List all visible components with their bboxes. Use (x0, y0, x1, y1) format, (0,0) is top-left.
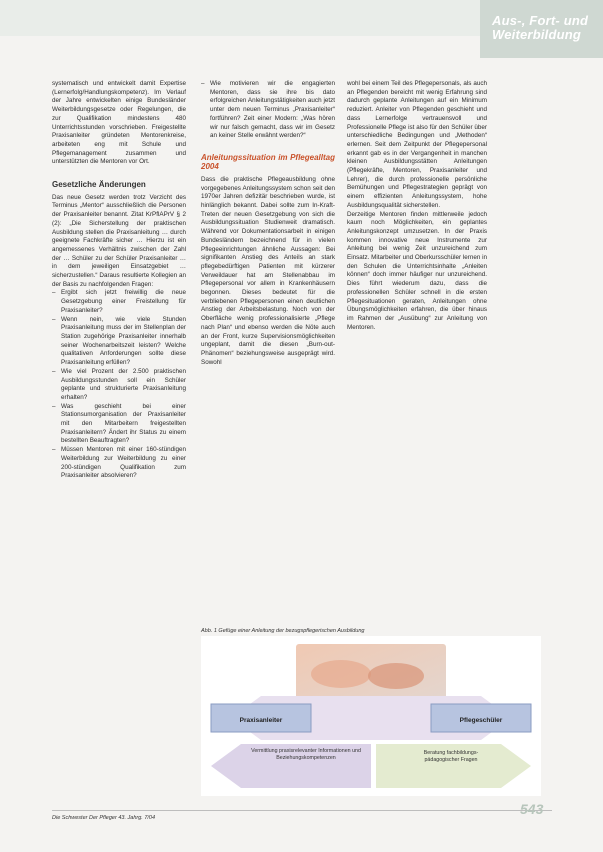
list-item: – Wenn nein, wie viele Stunden Praxisanleitung muss der im Stellenplan der Station zugehörige Praxisanleiter innerhalb seiner Wochenarbeitszeit leisten? Welche qualitativen Anforderungen sollte diese Praxisanleitung erfüllen? (52, 316, 186, 368)
list-item: – Ergibt sich jetzt freiwillig die neue Gesetzgebung einer Freistellung für Praxisanleiter? (52, 289, 186, 315)
arrow-left-text-wrap (243, 748, 369, 784)
figure-graphic (201, 636, 541, 796)
figure-caption: Abb. 1 Gefüge einer Anleitung der bezugspflegerischen Ausbildung (201, 628, 365, 634)
figure (201, 636, 541, 796)
col1-paragraph-2: Das neue Gesetz werden trotz Verzicht des Terminus „Mentor“ ausschließlich die Personen der Praxisanleiter benannt. Zitat KrPflAPrV § 2 (2): „Die Sicherstellung der praktischen Ausbildung stellen die Praxisanleitung … durch geeignete Fachkräfte sicher … Hierzu ist ein angemessenes Verhältnis zwischen der Zahl der … Schüler zu der Schüler Praxisanleiter … in dem jeweiligen Einsatzgebiet … sicherzustellen.“ Daraus resultierte Kollegien an der Basis zu nachfolgenden Fragen: (52, 193, 186, 288)
col3-paragraph-2: Derzeitige Mentoren finden mittlerweile jedoch kaum noch Möglichkeiten, ein geplantes Anleitungskonzept umzusetzen. In der Praxis kommen innovative neue Instrumente zur Anleitung bei wenig Zeit unzureichend zum Einsatz. Mitarbeiter und Oberkursschüler lernen in den Schulen die Unterrichtsinhalte „Anleiten können“ doch immer häufiger nur unzureichend. Dies führt wiederum dazu, dass die professionellen Schüler schnell in die ersten Pflegesituationen geraten, Anleitungen ohne Übungsmöglichkeiten erfahren, die über hinaus im Rahmen der „Ausübung“ zur Anleitung von Mentoren. (347, 210, 487, 331)
col1-heading: Gesetzliche Änderungen (52, 180, 146, 190)
question-list-continued (201, 80, 335, 141)
footer-divider (52, 810, 552, 811)
arrow-left-text: Vermittlung praxisrelevanter Informationen und Beziehungskompetenzen (251, 748, 361, 761)
col3-paragraph-1: wohl bei einem Teil des Pflegepersonals, als auch an Pflegenden bereicht mit wenig Erfahrung sind dadurch geplante Anleitungen auf ein Minimum reduziert. Anleiter von Pflegenden geschieht und dass Lernerfolge vertrauensvoll und Professionelle Pflege ist also für den Schüler über unterschiedliche Bedingungen und „Methoden“ erlernen. Seit dem Zeitpunkt der Pflegepersonal erkannt gab es in der Vergangenheit in manchen kleinen Ausbildungsstätten Anleitungen (Pflegekräfte, Mentoren, Praxisanleiter und Lehrer), die durch professionelle persönliche Bemühungen und Pflegestrategien geprägt von einem effizienten Anleitungssystem, hohe Ausbildungsqualität sicherstellen. (347, 80, 487, 209)
column-2 (201, 80, 335, 367)
col1-paragraph-1: systematisch und entwickelt damit Expertise (Lernerfolg/Handlungskompetenz). Im Verlauf der Jahre entwickelten einige Bundesländer Weiterbildungsgesetze oder Regelungen, die zur Qualifikation mindestens 480 Unterrichtsstunden vorschrieben. Freigestellte Praxisanleiter gründeten Mentorenkreise, arbeiteten eng mit Schule und Pflegemanagement zusammen und unterstützten die Mentoren vor Ort. (52, 80, 186, 166)
column-1 (52, 80, 186, 481)
list-item: – Müssen Mentoren mit einer 160-stündigen Weiterbildung zur Weiterbildung zu einer 200-stündigen Qualifikation zum Praxisanleiter absolvieren? (52, 446, 186, 481)
col2-heading: Anleitungssituation im Pflegealltag 2004 (201, 152, 335, 172)
column-3 (347, 80, 487, 332)
page-number: 543 (520, 801, 544, 817)
pflegeschueler-label: Pflegeschüler (459, 717, 503, 724)
arrow-right-text-wrap (406, 750, 496, 784)
section-title: Aus-, Fort- und Weiterbildung (492, 13, 589, 42)
question-list (52, 289, 186, 480)
list-item: – Wie viel Prozent der 2.500 praktischen Ausbildungsstunden soll ein Schüler geplante und strukturierte Praxisanleitung erhalten? (52, 368, 186, 403)
praxisanleiter-label: Praxisanleiter (239, 717, 283, 724)
footer-journal: Die Schwester Der Pfleger 43. Jahrg. 7/04 (52, 815, 156, 821)
col2-paragraph: Dass die praktische Pflegeausbildung ohne vorgegebenes Anleitungssystem schon seit den 1970er Jahren defizitär beschrieben wurde, ist hinlänglich bekannt. Dabei sollte zum In-Kraft-Treten der neuen Gesetzgebung von sich die Ausbildungssituation Studienweit dramatisch. Während vor Dokumentationsarbeit in einigen Bundesländern bezeichnend für in vielen Pflegeeinrichtungen ähnliche Aussagen: Bei signifikanten Anstieg des Anteils an stark pflegebedürftigen Patienten mit kürzerer Verweildauer hat am Stellenabbau im Pflegepersonal vor allem in Krankenhäusern begonnen. Dieses bedeutet für die verbliebenen Pflegepersonen einen deutlichen Anstieg der Arbeitsbelastung. Noch von der Oberfläche wenig professionalisierte „Pflege nach Plan“ und ebenso werden die Nöte auch an der Front, kurze Supervisionsmöglichkeiten ungeplant, damit die diesen „Burn-out-Phänomen“ beziehungsweise ausgeprägt wird. Sowohl (201, 175, 335, 366)
list-item: – Wie motivieren wir die engagierten Mentoren, dass sie ihre bis dato erfolgreichen Anleitungstätigkeiten auch jetzt unter dem neuen Terminus „Praxisanleiter“ fortführen? Zeit einer Modern: „Was hören wir nur falsch gemacht, dass wir im Gesetz an keiner Stelle erwähnt werden?“ (201, 80, 335, 141)
hand-left-shape (311, 660, 371, 688)
hand-right-shape (368, 663, 424, 689)
arrow-right-text: Beratung fachbildungs- pädagogischer Fragen (423, 750, 479, 763)
list-item: – Was geschieht bei einer Stationsumorganisation der Praxisanleiter mit den Mitarbeitern freigestellten Praxisanleitern? Ändert ihr Status zu einem bestellten Beauftragten? (52, 403, 186, 447)
